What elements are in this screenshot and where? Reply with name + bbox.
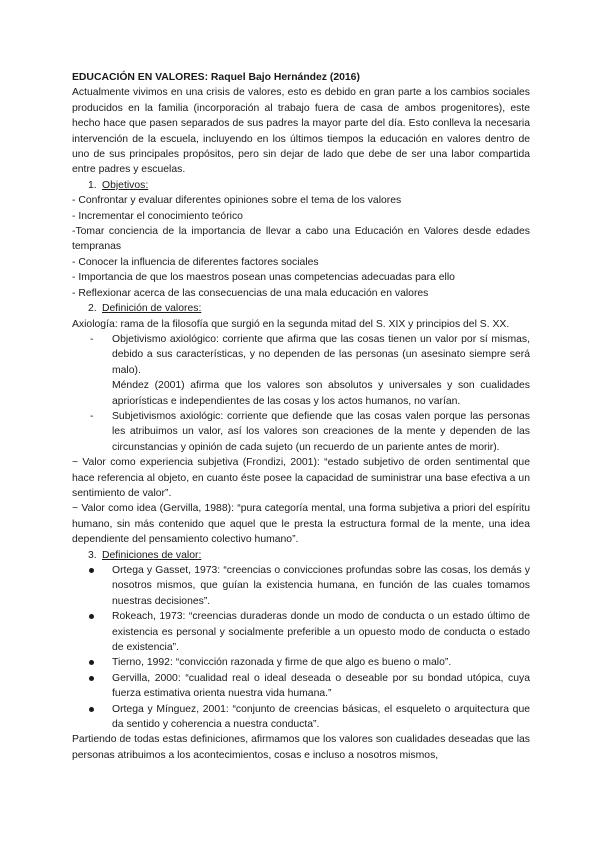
- section-title: Definición de valores:: [102, 303, 202, 315]
- objective-item: -Tomar conciencia de la importancia de llevar a cabo una Educación en Valores desde edades tempranas: [72, 226, 530, 253]
- axiologia-paragraph: Axiología: rama de la filosofía que surgió en la segunda mitad del S. XIX y principios del S. XX.: [72, 318, 510, 330]
- document-page: [72, 70, 530, 763]
- intro-paragraph: Actualmente vivimos en una crisis de valores, esto es debido en gran parte a los cambios sociales producidos en la familia (incorporación al trabajo fuera de casa de ambos progenitores), este hecho hace que pasen separados de sus padres la mayor parte del día. Esto conlleva la necesaria intervención de la escuela, incluyendo en los últimos tiempos la educación en valores dentro de uno de sus principales propósitos, pero sin dejar de lado que debe de ser una labor compartida entre padres y escuelas.: [72, 87, 530, 176]
- section-number: 1.: [88, 179, 97, 191]
- dash-marker: -: [90, 333, 94, 345]
- section-definicion-heading: [72, 301, 530, 316]
- bullet-dot-icon: [89, 676, 94, 681]
- bullet-dot-icon: [89, 707, 94, 712]
- objetivismo-item: [72, 332, 530, 409]
- definition-list-item: [72, 671, 530, 702]
- definition-text: Ortega y Gasset, 1973: “creencias o convicciones profundas sobre las cosas, los demás y nosotros mismos, que guían la existencia humana, en función de las cuales tomamos nuestras decisiones”.: [112, 565, 530, 607]
- section-number: 2.: [88, 303, 97, 315]
- closing-paragraph: Partiendo de todas estas definiciones, afirmamos que los valores son cualidades deseadas que las personas atribuimos a los acontecimientos, cosas e incluso a nosotros mismos,: [72, 734, 530, 761]
- definition-list-item: [72, 655, 530, 670]
- objective-item: - Reflexionar acerca de las consecuencias de una mala educación en valores: [72, 287, 429, 299]
- subjetivismo-text: Subjetivismos axiológic: corriente que defiende que las cosas valen porque las personas les atribuimos un valor, así los valores son creaciones de la mente y dependen de las circunstancias y opinión de cada sujeto (un recuerdo de un pariente antes de morir).: [112, 410, 530, 453]
- objective-item: - Confrontar y evaluar diferentes opiniones sobre el tema de los valores: [72, 195, 402, 207]
- bullet-dot-icon: [89, 614, 94, 619]
- definition-text: Tierno, 1992: “convicción razonada y firme de que algo es bueno o malo”.: [112, 657, 452, 669]
- objective-item: - Conocer la influencia de diferentes factores sociales: [72, 256, 319, 268]
- valor-idea-paragraph: ~ Valor como idea (Gervilla, 1988): “pura categoría mental, una forma subjetiva a priori del espíritu humano, sin más contenido que aquel que le presta la estructura formal de la mente, una idea dependiente del pensamiento colectivo humano”.: [72, 503, 530, 546]
- section-title: Objetivos:: [102, 179, 149, 191]
- definition-text: Ortega y Mínguez, 2001: “conjunto de creencias básicas, el esqueleto o arquitectura que da sentido y coherencia a nuestra conducta”.: [112, 703, 530, 731]
- subjetivismo-item: [72, 409, 530, 455]
- section-definiciones-heading: [72, 548, 530, 563]
- valor-experiencia-paragraph: ~ Valor como experiencia subjetiva (Frondizi, 2001): “estado subjetivo de orden sentimental que hace referencia al objeto, en cuanto éste posee la capacidad de suministrar una base efectiva a un sentimiento de valor”.: [72, 457, 530, 499]
- section-number: 3.: [88, 549, 97, 561]
- definition-text: Gervilla, 2000: “cualidad real o ideal deseada o deseable por su bondad utópica, cuya fuerza estimativa orienta nuestra vida humana.”: [112, 672, 530, 700]
- bullet-dot-icon: [89, 568, 94, 573]
- objective-item: - Incrementar el conocimiento teórico: [72, 210, 243, 222]
- document-title: EDUCACIÓN EN VALORES: Raquel Bajo Hernández (2016): [72, 72, 360, 83]
- definition-list-item: [72, 702, 530, 733]
- definition-list-item: [72, 609, 530, 655]
- objective-item: - Importancia de que los maestros posean unas competencias adecuadas para ello: [72, 272, 455, 284]
- section-objetivos-heading: [72, 178, 530, 193]
- definition-list-item: [72, 563, 530, 609]
- bullet-dot-icon: [89, 660, 94, 665]
- objetivismo-text: Objetivismo axiológico: corriente que afirma que las cosas tienen un valor por sí mismas, debido a sus características, y no dependen de las personas (un asesinato siempre será malo).: [112, 333, 530, 376]
- section-title: Definiciones de valor:: [102, 549, 202, 561]
- definition-text: Rokeach, 1973: “creencias duraderas donde un modo de conducta o un estado último de existencia es personal y socialmente preferible a un opuesto modo de conducta o estado de existencia”.: [112, 611, 530, 654]
- mendez-note: Méndez (2001) afirma que los valores son absolutos y universales y son cualidades apriorísticas e independientes de las cosas y los actos humanos, no varían.: [112, 380, 530, 407]
- dash-marker: -: [90, 410, 94, 422]
